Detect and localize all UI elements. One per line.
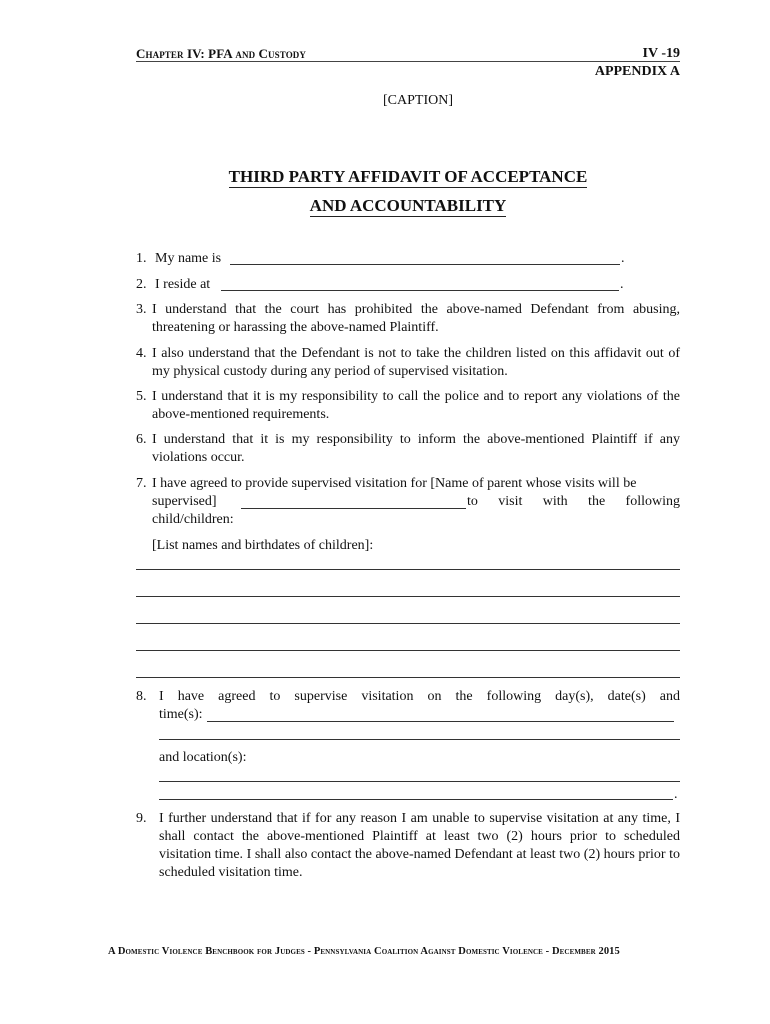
item-text: I also understand that the Defendant is not to take the children listed on this affidavit out of my physical custody during any period of supervised visitation. [152, 346, 680, 379]
item-end: . [620, 277, 624, 292]
children-field-2[interactable] [136, 596, 680, 597]
item-number: 4. [136, 346, 147, 361]
chapter-header: Chapter IV: PFA and Custody [136, 46, 306, 61]
times-field[interactable] [207, 721, 674, 722]
children-field-4[interactable] [136, 650, 680, 651]
item-number: 5. [136, 389, 147, 404]
item-text: My name is [155, 251, 222, 266]
item-text: I further understand that if for any reason I am unable to supervise visitation at any time, I shall contact the above-mentioned Plaintiff at least two (2) hours prior to scheduled visitation time. I shall also contact the above-named Defendant at least two (2) hours prior to scheduled visitation time. [159, 811, 680, 880]
address-field[interactable] [221, 290, 619, 291]
item-number: 2. [136, 277, 147, 292]
item-number: 6. [136, 432, 147, 447]
children-field-5[interactable] [136, 677, 680, 678]
times-label: time(s): [159, 707, 203, 722]
supervised-label: supervised] [152, 494, 217, 509]
item-text: I understand that the court has prohibited the above-named Defendant from abusing, threatening or harassing the above-named Plaintiff. [152, 302, 680, 335]
to-visit-text: to visit with the following [467, 494, 680, 509]
children-field-1[interactable] [136, 569, 680, 570]
children-field-3[interactable] [136, 623, 680, 624]
item-text: I understand that it is my responsibility to call the police and to report any violations of the above-mentioned requirements. [152, 389, 680, 422]
page-number: IV -19 [642, 46, 680, 61]
item-number: 8. [136, 689, 147, 704]
item-end: . [621, 251, 625, 266]
appendix-label: APPENDIX A [594, 64, 680, 79]
times-field-2[interactable] [159, 739, 680, 740]
item-number: 7. [136, 476, 147, 491]
location-field-1[interactable] [159, 781, 680, 782]
caption-placeholder: [CAPTION] [383, 93, 453, 108]
item-text: I understand that it is my responsibility to inform the above-mentioned Plaintiff if any violations occur. [152, 432, 680, 465]
item-text: I reside at [155, 277, 211, 292]
location-label: and location(s): [159, 750, 247, 765]
item-end: . [674, 787, 678, 802]
item-number: 9. [136, 811, 147, 826]
item-number: 3. [136, 302, 147, 317]
item-number: 1. [136, 251, 147, 266]
list-label: [List names and birthdates of children]: [152, 538, 374, 553]
item-text: I have agreed to supervise visitation on the following day(s), date(s) and [159, 689, 680, 704]
header-rule [136, 61, 680, 62]
parent-name-field[interactable] [241, 508, 466, 509]
name-field[interactable] [230, 264, 620, 265]
document-title-line2: AND ACCOUNTABILITY [309, 196, 507, 215]
children-label: child/children: [152, 512, 234, 527]
page-footer: A Domestic Violence Benchbook for Judges - Pennsylvania Coalition Against Domestic Violence - December 2015 [108, 946, 620, 957]
item-text: I have agreed to provide supervised visitation for [Name of parent whose visits will be [152, 476, 637, 491]
location-field-2[interactable] [159, 799, 673, 800]
document-title-line1: THIRD PARTY AFFIDAVIT OF ACCEPTANCE [228, 167, 588, 186]
